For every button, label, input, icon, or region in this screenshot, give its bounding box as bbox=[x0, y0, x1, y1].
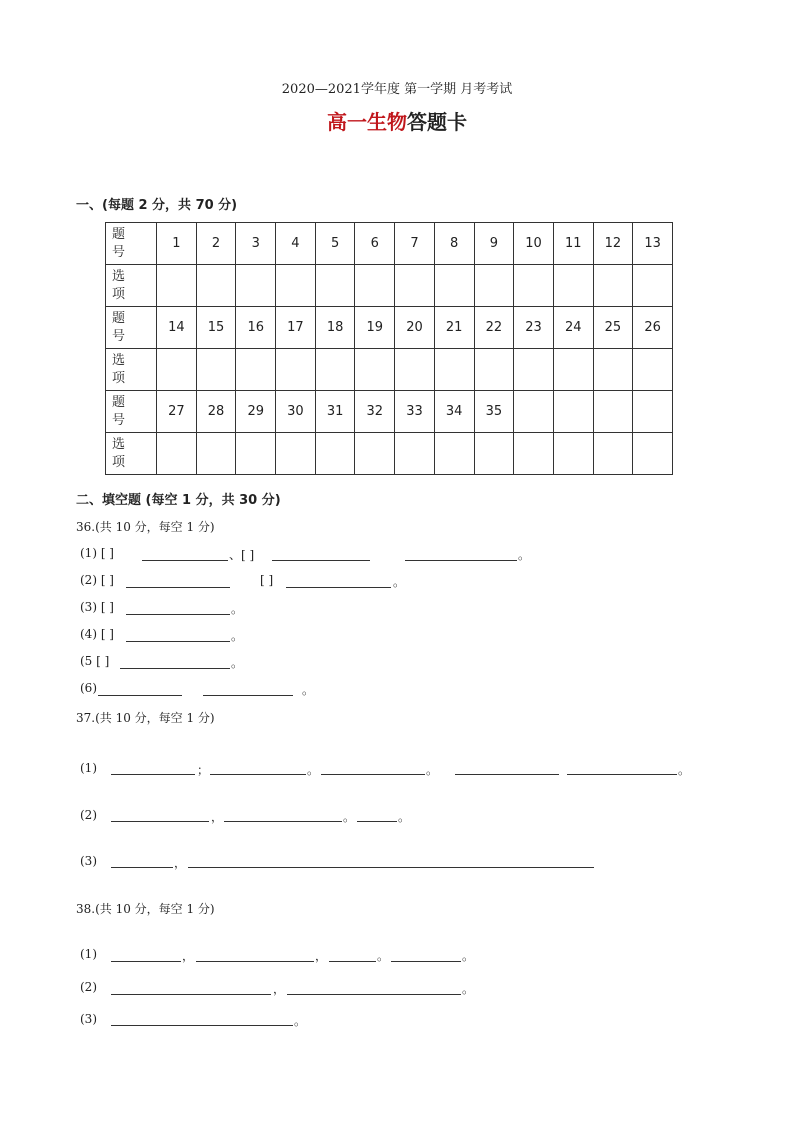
answer-cell[interactable] bbox=[633, 265, 673, 307]
q38-1-blank-1[interactable] bbox=[111, 961, 181, 962]
question-number-cell: 14 bbox=[157, 307, 197, 349]
answer-cell[interactable] bbox=[434, 349, 474, 391]
question-number-cell: 22 bbox=[474, 307, 514, 349]
question-number-cell: 33 bbox=[395, 391, 435, 433]
question-number-cell bbox=[593, 391, 633, 433]
row-label-number: 题 号 bbox=[106, 391, 157, 433]
question-number-cell: 5 bbox=[315, 223, 355, 265]
question-number-cell: 8 bbox=[434, 223, 474, 265]
row-label-option: 选 项 bbox=[106, 265, 157, 307]
q36-6-label: (6) bbox=[80, 681, 97, 695]
q36-3-end: 。 bbox=[231, 602, 244, 616]
question-number-cell: 11 bbox=[553, 223, 593, 265]
question-number-cell: 24 bbox=[553, 307, 593, 349]
table-row-answers-3 bbox=[106, 433, 673, 475]
q37-2-end: 。 bbox=[398, 810, 411, 824]
q37-3-comma: ， bbox=[174, 856, 187, 870]
q36-1-blank-2[interactable] bbox=[272, 560, 370, 561]
q38-1-blank-2[interactable] bbox=[196, 961, 314, 962]
q37-heading: 37.(共 10 分，每空 1 分) bbox=[76, 711, 215, 725]
answer-cell[interactable] bbox=[315, 265, 355, 307]
answer-table bbox=[105, 222, 673, 475]
answer-cell[interactable] bbox=[236, 349, 276, 391]
q38-1-blank-4[interactable] bbox=[391, 961, 461, 962]
question-number-cell: 32 bbox=[355, 391, 395, 433]
question-number-cell: 13 bbox=[633, 223, 673, 265]
q37-2-period: 。 bbox=[343, 810, 356, 824]
question-number-cell: 3 bbox=[236, 223, 276, 265]
answer-cell[interactable] bbox=[593, 433, 633, 475]
question-number-cell bbox=[514, 391, 554, 433]
q37-2-blank-3[interactable] bbox=[357, 821, 397, 822]
title-subject: 高一生物 bbox=[327, 110, 407, 134]
question-number-cell: 6 bbox=[355, 223, 395, 265]
answer-cell[interactable] bbox=[355, 265, 395, 307]
question-number-cell: 9 bbox=[474, 223, 514, 265]
answer-cell[interactable] bbox=[315, 433, 355, 475]
answer-cell[interactable] bbox=[553, 265, 593, 307]
q37-3-blank-1[interactable] bbox=[111, 867, 173, 868]
q37-1-semicolon: ； bbox=[197, 763, 210, 777]
q37-1-blank-1[interactable] bbox=[111, 774, 195, 775]
q38-2-blank-1[interactable] bbox=[111, 994, 271, 995]
question-number-cell bbox=[553, 391, 593, 433]
q38-3-end: 。 bbox=[294, 1014, 307, 1028]
question-number-cell: 1 bbox=[157, 223, 197, 265]
question-number-cell: 7 bbox=[395, 223, 435, 265]
q38-1-comma-1: ， bbox=[182, 949, 195, 963]
q36-5-blank[interactable] bbox=[120, 668, 230, 669]
question-number-cell: 28 bbox=[196, 391, 236, 433]
q38-3-blank[interactable] bbox=[111, 1025, 293, 1026]
q36-1-mark: 、[ ] bbox=[229, 548, 255, 562]
q37-3-label: (3) bbox=[80, 854, 97, 868]
q36-5-label: (5 [ ] bbox=[80, 654, 110, 668]
table-row-numbers-2 bbox=[106, 307, 673, 349]
answer-cell[interactable] bbox=[553, 433, 593, 475]
question-number-cell: 34 bbox=[434, 391, 474, 433]
q36-4-label: (4) [ ] bbox=[80, 627, 114, 641]
question-number-cell: 35 bbox=[474, 391, 514, 433]
row-label-number: 题 号 bbox=[106, 307, 157, 349]
q36-2-end: 。 bbox=[393, 575, 406, 589]
answer-cell[interactable] bbox=[276, 349, 316, 391]
q38-1-period: 。 bbox=[377, 949, 390, 963]
question-number-cell: 26 bbox=[633, 307, 673, 349]
q36-1-label: (1) [ ] bbox=[80, 546, 114, 560]
title-suffix: 答题卡 bbox=[407, 110, 467, 134]
section2-heading: 二、填空题 (每空 1 分，共 30 分) bbox=[76, 493, 281, 508]
table-row-numbers-1 bbox=[106, 223, 673, 265]
question-number-cell: 27 bbox=[157, 391, 197, 433]
table-row-numbers-3 bbox=[106, 391, 673, 433]
answer-cell[interactable] bbox=[434, 265, 474, 307]
q36-1-blank-3[interactable] bbox=[405, 560, 517, 561]
q38-heading: 38.(共 10 分，每空 1 分) bbox=[76, 902, 215, 916]
q38-2-comma: ， bbox=[273, 982, 286, 996]
q36-5-end: 。 bbox=[231, 656, 244, 670]
answer-cell[interactable] bbox=[315, 349, 355, 391]
question-number-cell: 2 bbox=[196, 223, 236, 265]
q38-1-comma-2: ， bbox=[315, 949, 328, 963]
q38-1-blank-3[interactable] bbox=[329, 961, 376, 962]
answer-cell[interactable] bbox=[514, 433, 554, 475]
q37-1-label: (1) bbox=[80, 761, 97, 775]
answer-cell[interactable] bbox=[434, 433, 474, 475]
question-number-cell: 23 bbox=[514, 307, 554, 349]
q38-1-label: (1) bbox=[80, 947, 97, 961]
q38-2-blank-2[interactable] bbox=[287, 994, 461, 995]
answer-cell[interactable] bbox=[474, 433, 514, 475]
answer-cell[interactable] bbox=[593, 265, 633, 307]
q36-2-label: (2) [ ] bbox=[80, 573, 114, 587]
question-number-cell: 4 bbox=[276, 223, 316, 265]
question-number-cell: 15 bbox=[196, 307, 236, 349]
answer-cell[interactable] bbox=[633, 349, 673, 391]
q36-3-label: (3) [ ] bbox=[80, 600, 114, 614]
answer-cell[interactable] bbox=[633, 433, 673, 475]
q37-2-label: (2) bbox=[80, 808, 97, 822]
table-row-answers-1 bbox=[106, 265, 673, 307]
q37-1-blank-2[interactable] bbox=[210, 774, 306, 775]
q36-3-blank[interactable] bbox=[126, 614, 230, 615]
q37-1-blank-3[interactable] bbox=[321, 774, 425, 775]
question-number-cell bbox=[633, 391, 673, 433]
q36-6-blank-1[interactable] bbox=[98, 695, 182, 696]
row-label-option: 选 项 bbox=[106, 433, 157, 475]
question-number-cell: 12 bbox=[593, 223, 633, 265]
answer-cell[interactable] bbox=[157, 349, 197, 391]
answer-cell[interactable] bbox=[474, 265, 514, 307]
answer-cell[interactable] bbox=[474, 349, 514, 391]
section1-heading: 一、(每题 2 分，共 70 分) bbox=[76, 198, 238, 213]
question-number-cell: 31 bbox=[315, 391, 355, 433]
answer-cell[interactable] bbox=[196, 265, 236, 307]
question-number-cell: 10 bbox=[514, 223, 554, 265]
q38-1-end: 。 bbox=[462, 949, 475, 963]
answer-cell[interactable] bbox=[355, 433, 395, 475]
exam-term-header: 2020—2021学年度 第一学期 月考考试 bbox=[281, 82, 513, 97]
q37-1-blank-4[interactable] bbox=[455, 774, 559, 775]
q37-2-blank-1[interactable] bbox=[111, 821, 209, 822]
q37-2-blank-2[interactable] bbox=[224, 821, 342, 822]
answer-cell[interactable] bbox=[395, 433, 435, 475]
row-label-number: 题 号 bbox=[106, 223, 157, 265]
q37-1-period-2: 。 bbox=[426, 763, 439, 777]
answer-cell[interactable] bbox=[355, 349, 395, 391]
answer-cell[interactable] bbox=[395, 265, 435, 307]
answer-cell[interactable] bbox=[514, 349, 554, 391]
answer-cell[interactable] bbox=[276, 433, 316, 475]
answer-cell[interactable] bbox=[236, 265, 276, 307]
question-number-cell: 19 bbox=[355, 307, 395, 349]
answer-cell[interactable] bbox=[395, 349, 435, 391]
q36-4-blank[interactable] bbox=[126, 641, 230, 642]
answer-cell[interactable] bbox=[593, 349, 633, 391]
q36-6-end: 。 bbox=[302, 683, 315, 697]
question-number-cell: 17 bbox=[276, 307, 316, 349]
answer-cell[interactable] bbox=[276, 265, 316, 307]
q36-heading: 36.(共 10 分，每空 1 分) bbox=[76, 520, 215, 534]
q36-1-end: 。 bbox=[518, 548, 531, 562]
q36-2-blank-2[interactable] bbox=[286, 587, 391, 588]
page-title bbox=[0, 106, 794, 135]
answer-cell[interactable] bbox=[553, 349, 593, 391]
answer-cell[interactable] bbox=[514, 265, 554, 307]
q36-2-blank-1[interactable] bbox=[126, 587, 230, 588]
answer-cell[interactable] bbox=[196, 433, 236, 475]
question-number-cell: 18 bbox=[315, 307, 355, 349]
row-label-option: 选 项 bbox=[106, 349, 157, 391]
q36-2-mark: [ ] bbox=[260, 573, 274, 587]
question-number-cell: 21 bbox=[434, 307, 474, 349]
question-number-cell: 29 bbox=[236, 391, 276, 433]
q38-3-label: (3) bbox=[80, 1012, 97, 1026]
q36-1-blank-1[interactable] bbox=[142, 560, 228, 561]
q36-4-end: 。 bbox=[231, 629, 244, 643]
answer-cell[interactable] bbox=[157, 433, 197, 475]
question-number-cell: 30 bbox=[276, 391, 316, 433]
answer-cell[interactable] bbox=[157, 265, 197, 307]
q37-1-end: 。 bbox=[678, 763, 691, 777]
q36-6-blank-2[interactable] bbox=[203, 695, 293, 696]
answer-cell[interactable] bbox=[196, 349, 236, 391]
q37-1-period-1: 。 bbox=[307, 763, 320, 777]
question-number-cell: 16 bbox=[236, 307, 276, 349]
q37-1-blank-5[interactable] bbox=[567, 774, 677, 775]
answer-cell[interactable] bbox=[236, 433, 276, 475]
q37-2-comma: ， bbox=[211, 810, 224, 824]
q37-3-blank-2[interactable] bbox=[188, 867, 594, 868]
question-number-cell: 25 bbox=[593, 307, 633, 349]
question-number-cell: 20 bbox=[395, 307, 435, 349]
table-row-answers-2 bbox=[106, 349, 673, 391]
q38-2-end: 。 bbox=[462, 982, 475, 996]
q38-2-label: (2) bbox=[80, 980, 97, 994]
